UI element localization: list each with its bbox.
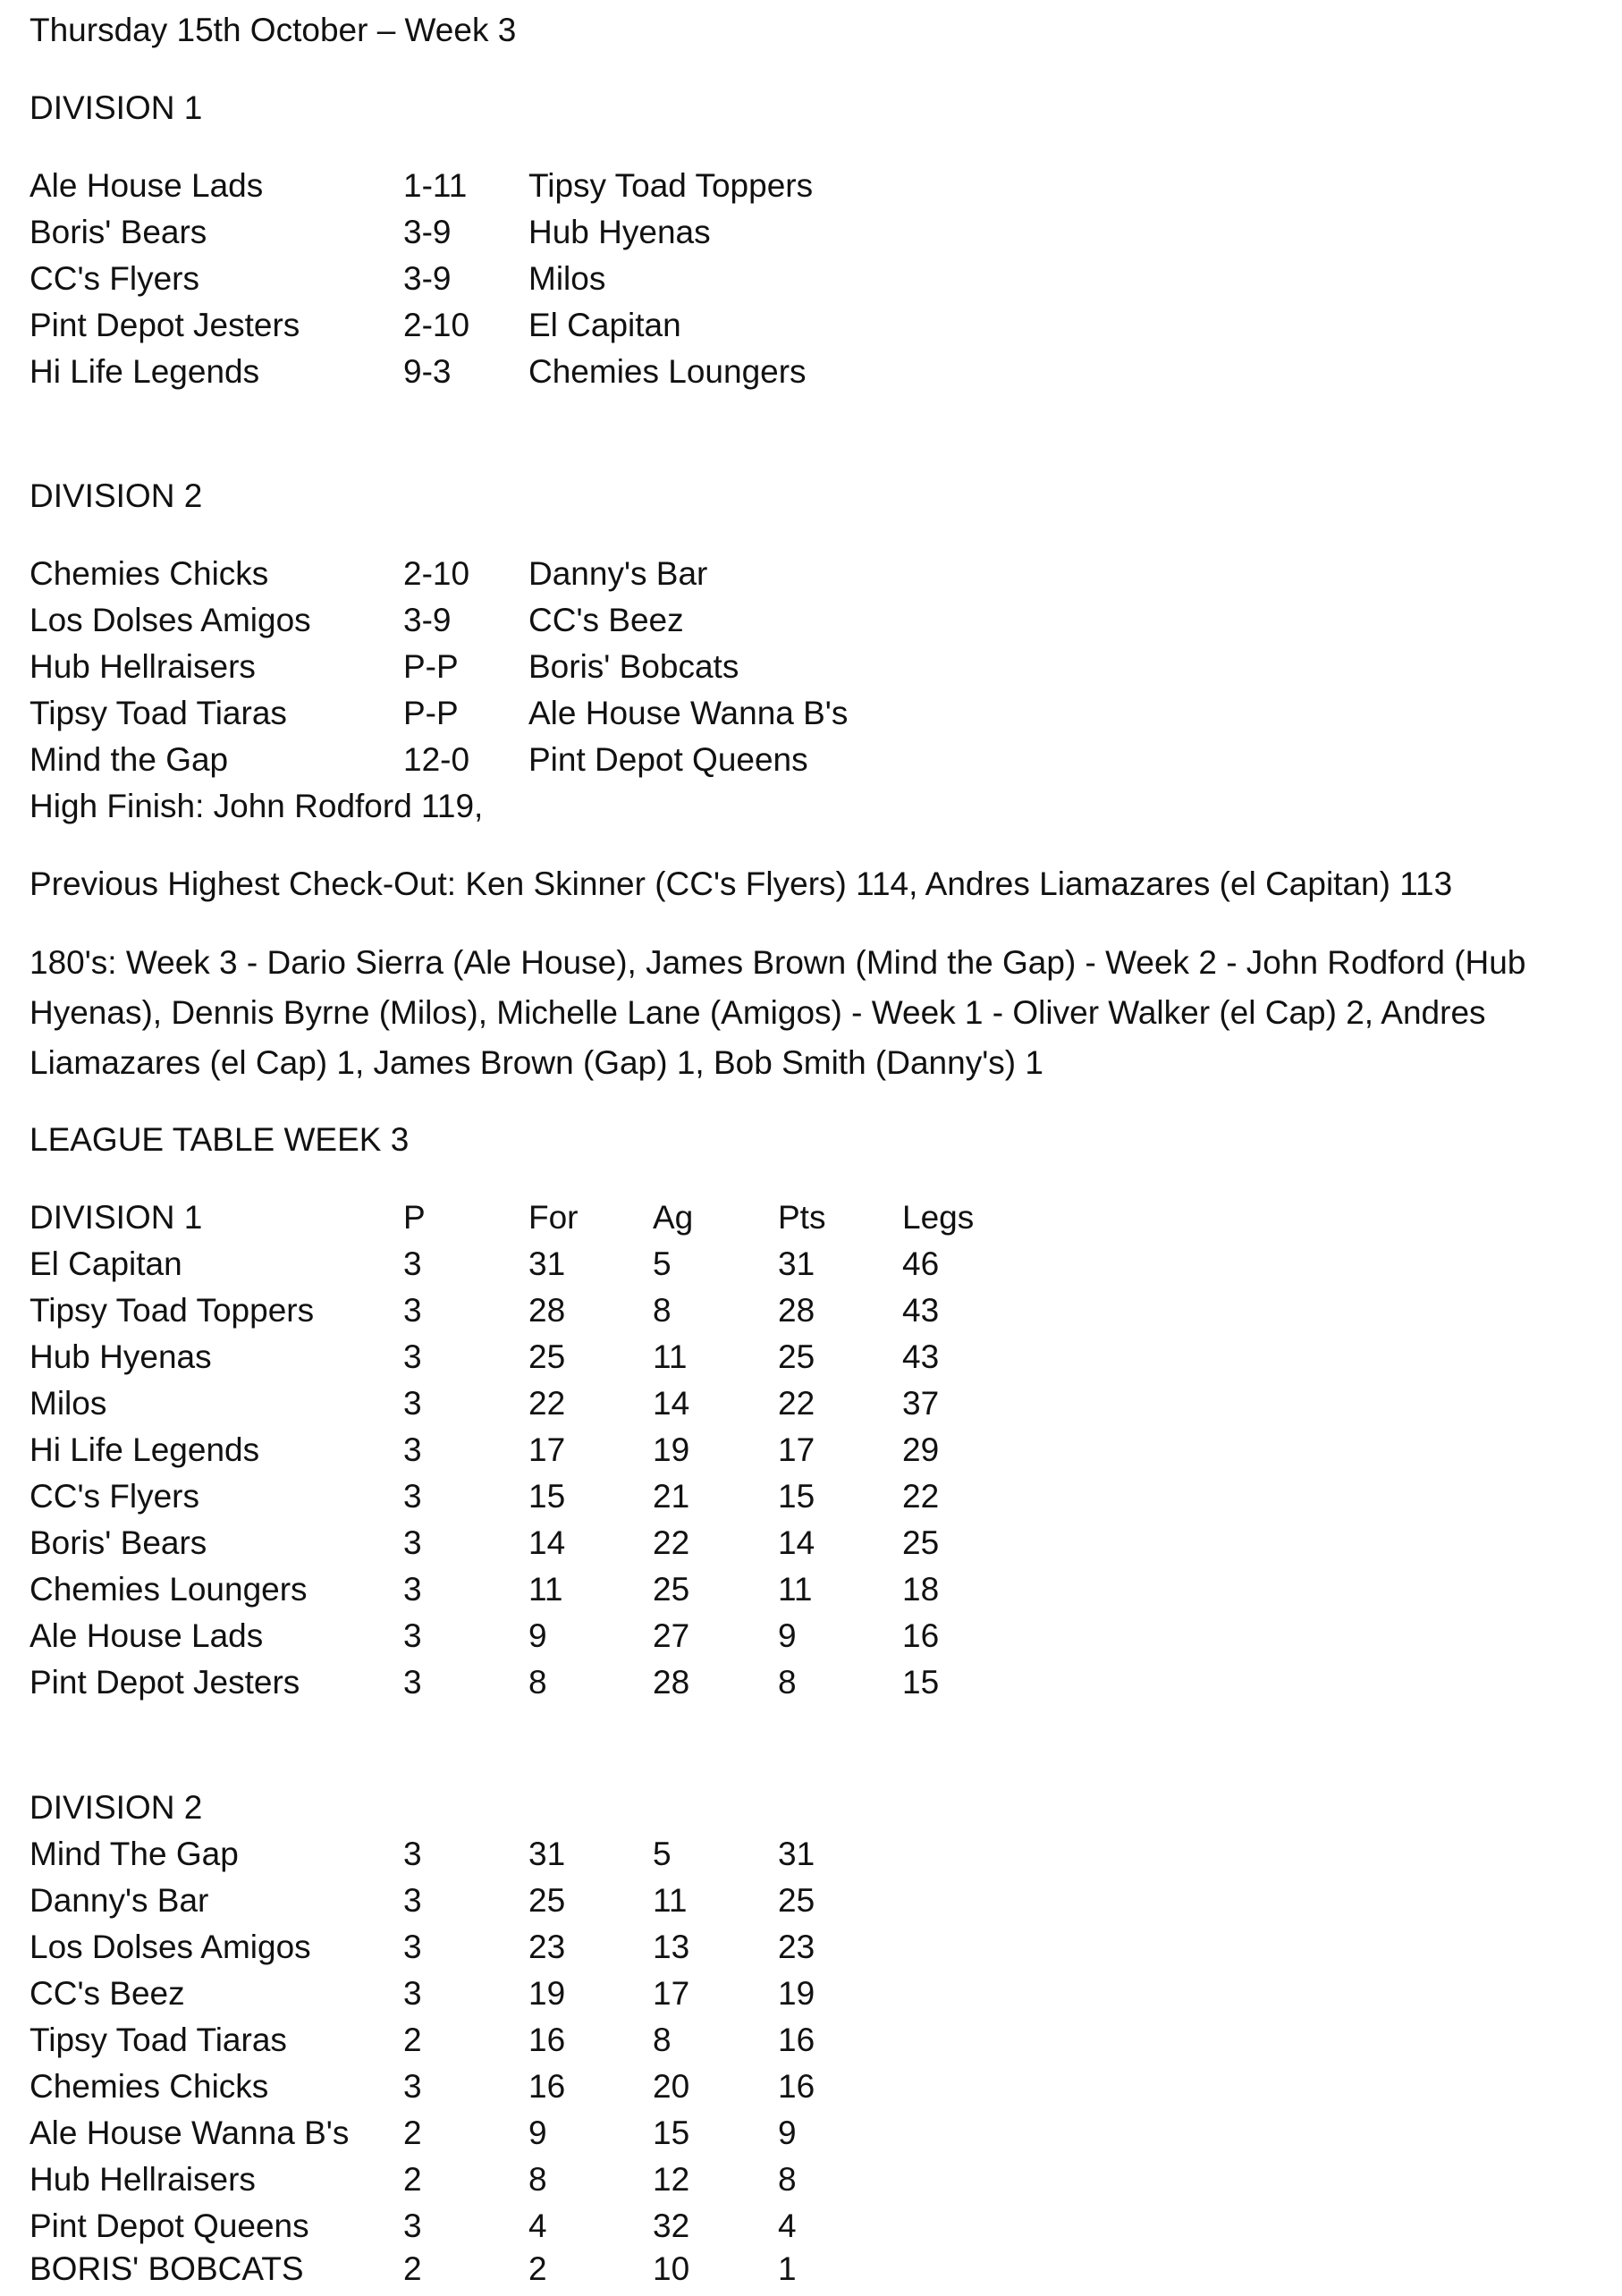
team-name: Ale House Wanna B's [30, 2115, 350, 2151]
team-name: Hub Hyenas [30, 1338, 212, 1375]
for-value: 22 [528, 1385, 566, 1422]
against-value: 19 [653, 1431, 690, 1468]
legs-value: 25 [902, 1524, 940, 1561]
one-eighties-text: 180's: Week 3 - Dario Sierra (Ale House), James Brown (Mind the Gap) - Week 2 - John Rodford (Hub Hyenas), Dennis Byrne (Milos), Michelle Lane (Amigos) - Week 1 - Oliver Walker (el Cap) 2, Andres Liamazares (el Cap) 1, James Brown (Gap) 1, Bob Smith (Danny's) 1 [30, 944, 1526, 1081]
points-value: 14 [778, 1524, 815, 1561]
away-team: Boris' Bobcats [528, 648, 739, 685]
page-title: Thursday 15th October – Week 3 [30, 12, 517, 48]
played-value: 3 [403, 1478, 422, 1515]
home-team: Tipsy Toad Tiaras [30, 695, 287, 731]
column-header-played: P [403, 1199, 426, 1236]
played-value: 3 [403, 1664, 422, 1701]
column-header-division: DIVISION 1 [30, 1199, 203, 1236]
league-table-division-2-heading: DIVISION 2 [30, 1789, 203, 1826]
team-name: Tipsy Toad Tiaras [30, 2022, 287, 2058]
column-header-for: For [528, 1199, 579, 1236]
high-finish-text: High Finish: John Rodford 119, [30, 788, 484, 824]
points-value: 16 [778, 2068, 815, 2105]
team-name: CC's Beez [30, 1975, 185, 2012]
against-value: 32 [653, 2207, 690, 2244]
legs-value: 29 [902, 1431, 940, 1468]
played-value: 3 [403, 1929, 422, 1965]
match-score: P-P [403, 695, 459, 731]
for-value: 25 [528, 1338, 566, 1375]
against-value: 10 [653, 2250, 690, 2287]
against-value: 11 [653, 1338, 688, 1375]
away-team: Pint Depot Queens [528, 741, 808, 778]
home-team: CC's Flyers [30, 260, 200, 297]
against-value: 11 [653, 1882, 688, 1919]
against-value: 5 [653, 1245, 672, 1282]
team-name: Hub Hellraisers [30, 2161, 256, 2198]
for-value: 17 [528, 1431, 566, 1468]
team-name: Chemies Chicks [30, 2068, 269, 2105]
team-name: CC's Flyers [30, 1478, 200, 1515]
against-value: 8 [653, 1292, 672, 1329]
results-division-1-heading: DIVISION 1 [30, 89, 203, 126]
legs-value: 15 [902, 1664, 940, 1701]
for-value: 15 [528, 1478, 566, 1515]
away-team: CC's Beez [528, 602, 684, 638]
played-value: 3 [403, 1431, 422, 1468]
points-value: 1 [778, 2250, 797, 2287]
home-team: Pint Depot Jesters [30, 307, 300, 343]
played-value: 3 [403, 2207, 422, 2244]
points-value: 8 [778, 2161, 797, 2198]
match-score: 3-9 [403, 260, 452, 297]
home-team: Ale House Lads [30, 167, 264, 204]
against-value: 20 [653, 2068, 690, 2105]
points-value: 28 [778, 1292, 815, 1329]
team-name: Tipsy Toad Toppers [30, 1292, 315, 1329]
team-name: BORIS' BOBCATS [30, 2250, 304, 2287]
against-value: 17 [653, 1975, 690, 2012]
home-team: Hi Life Legends [30, 353, 260, 390]
team-name: Pint Depot Queens [30, 2207, 309, 2244]
home-team: Chemies Chicks [30, 555, 269, 592]
legs-value: 22 [902, 1478, 940, 1515]
column-header-against: Ag [653, 1199, 694, 1236]
legs-value: 18 [902, 1571, 940, 1608]
away-team: Hub Hyenas [528, 214, 711, 250]
for-value: 23 [528, 1929, 566, 1965]
for-value: 4 [528, 2207, 547, 2244]
match-score: 12-0 [403, 741, 470, 778]
points-value: 11 [778, 1571, 813, 1608]
away-team: Tipsy Toad Toppers [528, 167, 814, 204]
against-value: 12 [653, 2161, 690, 2198]
match-score: 3-9 [403, 214, 452, 250]
match-score: 3-9 [403, 602, 452, 638]
points-value: 4 [778, 2207, 797, 2244]
against-value: 25 [653, 1571, 690, 1608]
points-value: 15 [778, 1478, 815, 1515]
home-team: Hub Hellraisers [30, 648, 256, 685]
match-score: P-P [403, 648, 459, 685]
played-value: 3 [403, 1617, 422, 1654]
played-value: 3 [403, 1524, 422, 1561]
team-name: Mind The Gap [30, 1836, 239, 1872]
home-team: Los Dolses Amigos [30, 602, 311, 638]
legs-value: 37 [902, 1385, 940, 1422]
league-table-heading: LEAGUE TABLE WEEK 3 [30, 1121, 410, 1158]
points-value: 19 [778, 1975, 815, 2012]
team-name: Ale House Lads [30, 1617, 264, 1654]
against-value: 14 [653, 1385, 690, 1422]
for-value: 28 [528, 1292, 566, 1329]
for-value: 2 [528, 2250, 547, 2287]
for-value: 16 [528, 2022, 566, 2058]
match-score: 2-10 [403, 307, 470, 343]
points-value: 9 [778, 2115, 797, 2151]
for-value: 16 [528, 2068, 566, 2105]
for-value: 31 [528, 1245, 566, 1282]
home-team: Boris' Bears [30, 214, 207, 250]
against-value: 27 [653, 1617, 690, 1654]
for-value: 19 [528, 1975, 566, 2012]
played-value: 3 [403, 2068, 422, 2105]
points-value: 9 [778, 1617, 797, 1654]
team-name: Chemies Loungers [30, 1571, 308, 1608]
against-value: 13 [653, 1929, 690, 1965]
played-value: 3 [403, 1338, 422, 1375]
points-value: 25 [778, 1882, 815, 1919]
match-score: 9-3 [403, 353, 452, 390]
for-value: 9 [528, 2115, 547, 2151]
for-value: 11 [528, 1571, 563, 1608]
for-value: 8 [528, 2161, 547, 2198]
played-value: 3 [403, 1245, 422, 1282]
played-value: 3 [403, 1836, 422, 1872]
legs-value: 46 [902, 1245, 940, 1282]
match-score: 1-11 [403, 167, 468, 204]
for-value: 8 [528, 1664, 547, 1701]
played-value: 2 [403, 2022, 422, 2058]
away-team: Danny's Bar [528, 555, 708, 592]
for-value: 14 [528, 1524, 566, 1561]
home-team: Mind the Gap [30, 741, 229, 778]
team-name: Boris' Bears [30, 1524, 207, 1561]
for-value: 9 [528, 1617, 547, 1654]
match-score: 2-10 [403, 555, 470, 592]
column-header-points: Pts [778, 1199, 826, 1236]
for-value: 31 [528, 1836, 566, 1872]
points-value: 25 [778, 1338, 815, 1375]
team-name: Milos [30, 1385, 107, 1422]
team-name: Pint Depot Jesters [30, 1664, 300, 1701]
against-value: 22 [653, 1524, 690, 1561]
played-value: 2 [403, 2115, 422, 2151]
team-name: Danny's Bar [30, 1882, 209, 1919]
team-name: El Capitan [30, 1245, 182, 1282]
played-value: 3 [403, 1975, 422, 2012]
against-value: 5 [653, 1836, 672, 1872]
played-value: 3 [403, 1385, 422, 1422]
played-value: 2 [403, 2161, 422, 2198]
for-value: 25 [528, 1882, 566, 1919]
points-value: 8 [778, 1664, 797, 1701]
team-name: Hi Life Legends [30, 1431, 260, 1468]
away-team: Ale House Wanna B's [528, 695, 849, 731]
against-value: 15 [653, 2115, 690, 2151]
played-value: 3 [403, 1882, 422, 1919]
away-team: El Capitan [528, 307, 681, 343]
points-value: 16 [778, 2022, 815, 2058]
against-value: 8 [653, 2022, 672, 2058]
points-value: 23 [778, 1929, 815, 1965]
points-value: 31 [778, 1245, 815, 1282]
points-value: 31 [778, 1836, 815, 1872]
played-value: 3 [403, 1292, 422, 1329]
legs-value: 43 [902, 1292, 940, 1329]
legs-value: 43 [902, 1338, 940, 1375]
away-team: Milos [528, 260, 606, 297]
points-value: 22 [778, 1385, 815, 1422]
team-name: Los Dolses Amigos [30, 1929, 311, 1965]
away-team: Chemies Loungers [528, 353, 807, 390]
against-value: 21 [653, 1478, 690, 1515]
played-value: 3 [403, 1571, 422, 1608]
points-value: 17 [778, 1431, 815, 1468]
legs-value: 16 [902, 1617, 940, 1654]
previous-checkout-text: Previous Highest Check-Out: Ken Skinner (CC's Flyers) 114, Andres Liamazares (el Capitan) 113 [30, 865, 1453, 902]
results-division-2-heading: DIVISION 2 [30, 477, 203, 514]
column-header-legs: Legs [902, 1199, 975, 1236]
played-value: 2 [403, 2250, 422, 2287]
against-value: 28 [653, 1664, 690, 1701]
